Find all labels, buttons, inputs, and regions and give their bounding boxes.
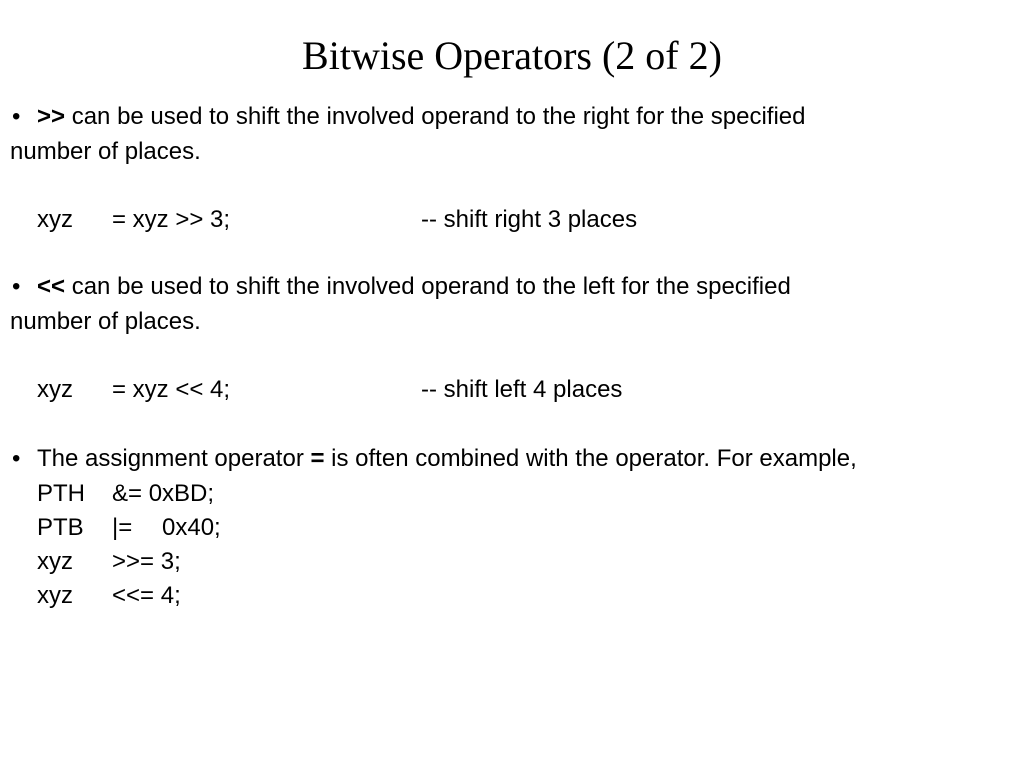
- code-comment: -- shift left 4 places: [421, 376, 623, 403]
- code-var: xyz: [37, 376, 73, 403]
- assignment-text-after: is often combined with the operator. For example,: [324, 445, 857, 472]
- bullet-icon: •: [12, 273, 21, 300]
- example-var: PTH: [37, 480, 85, 507]
- bullet-text: [37, 270, 791, 304]
- bullet-text: [37, 100, 806, 134]
- bullet-icon: •: [12, 103, 21, 130]
- left-shift-desc-line2: number of places.: [10, 308, 201, 335]
- right-shift-desc-line1: can be used to shift the involved operand to the right for the specified: [65, 103, 806, 130]
- example-var: xyz: [37, 582, 73, 609]
- slide-title: Bitwise Operators (2 of 2): [302, 33, 722, 78]
- left-shift-desc-line1: can be used to shift the involved operand to the left for the specified: [65, 273, 791, 300]
- bullet-text: [37, 442, 857, 476]
- code-expr: = xyz << 4;: [112, 376, 231, 403]
- assignment-text-before: The assignment operator: [37, 445, 311, 472]
- example-var: PTB: [37, 514, 84, 541]
- example-op: &= 0xBD;: [112, 480, 215, 507]
- operator-right-shift: >>: [37, 103, 66, 130]
- bullet-icon: •: [12, 445, 21, 472]
- example-op: >>= 3;: [112, 548, 181, 575]
- example-val: 0x40;: [162, 514, 221, 541]
- example-var: xyz: [37, 548, 73, 575]
- operator-left-shift: <<: [37, 273, 66, 300]
- code-var: xyz: [37, 206, 73, 233]
- operator-assign: =: [310, 445, 325, 472]
- example-op: <<= 4;: [112, 582, 181, 609]
- code-expr: = xyz >> 3;: [112, 206, 231, 233]
- right-shift-desc-line2: number of places.: [10, 138, 201, 165]
- code-comment: -- shift right 3 places: [421, 206, 638, 233]
- example-op: |=: [112, 514, 133, 541]
